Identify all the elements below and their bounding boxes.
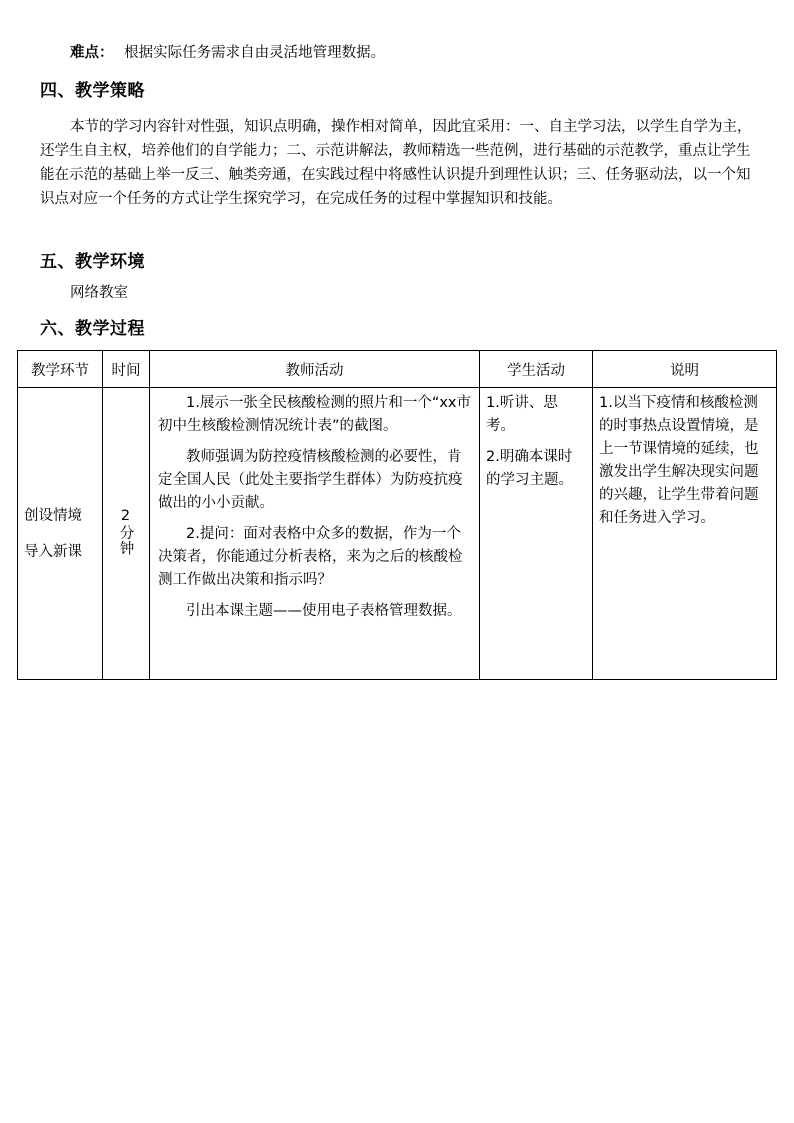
cell-time [103,388,150,680]
stage-line-2: 导入新课 [24,543,82,560]
student-step-1: 1.听讲、思考。 [486,395,558,434]
strategy-paragraph: 本节的学习内容针对性强，知识点明确，操作相对简单，因此宜采用：一、自主学习法，以学生自学为主，还学生自主权，培养他们的自学能力；二、示范讲解法，教师精选一些范例，进行基础的示范教学，重点让学生能在示范的基础上举一反三、触类旁通，在实践过程中将感性认识提升到理性认识；三、任务驱动法，以一个知识点对应一个任务的方式让学生探究学习，在完成任务的过程中掌握知识和技能。 [40,119,752,207]
teaching-process-table [17,350,777,680]
header-time: 时间 [103,351,150,388]
stage-line-1: 创设情境 [24,507,82,524]
time-value: 2分钟 [117,507,134,556]
header-student-activity: 学生活动 [480,351,593,388]
cell-teacher-activity [150,388,480,680]
section-heading-strategy: 四、教学策略 [40,81,145,101]
difficulty-label: 难点： [70,45,114,61]
teacher-topic: 引出本课主题——使用电子表格管理数据。 [186,603,462,619]
note-text: 1.以当下疫情和核酸检测的时事热点设置情境，是上一节课情境的延续，也激发出学生解决现实问题的兴趣，让学生带着问题和任务进入学习。 [599,395,759,526]
student-step-2: 2.明确本课时的学习主题。 [486,449,573,488]
header-notes: 说明 [593,351,777,388]
table-row [18,388,777,680]
cell-notes [593,388,777,680]
strategy-paragraph-container [40,115,762,211]
table-header-row [18,351,777,388]
difficulty-line [70,42,385,64]
environment-text: 网络教室 [70,285,128,301]
cell-stage [18,388,103,680]
header-teacher-activity: 教师活动 [150,351,480,388]
cell-student-activity [480,388,593,680]
header-stage: 教学环节 [18,351,103,388]
teacher-step-1: 1.展示一张全民核酸检测的照片和一个“xx市初中生核酸检测情况统计表”的截图。 [158,395,472,434]
teacher-step-2: 2.提问：面对表格中众多的数据，作为一个决策者，你能通过分析表格，来为之后的核酸检测工作做出决策和指示吗？ [158,526,463,588]
teacher-emphasis: 教师强调为防控疫情核酸检测的必要性，肯定全国人民（此处主要指学生群体）为防疫抗疫做出的小小贡献。 [158,449,463,511]
section-heading-environment: 五、教学环境 [40,252,145,272]
difficulty-text: 根据实际任务需求自由灵活地管理数据。 [124,45,386,61]
section-heading-process: 六、教学过程 [40,319,145,339]
